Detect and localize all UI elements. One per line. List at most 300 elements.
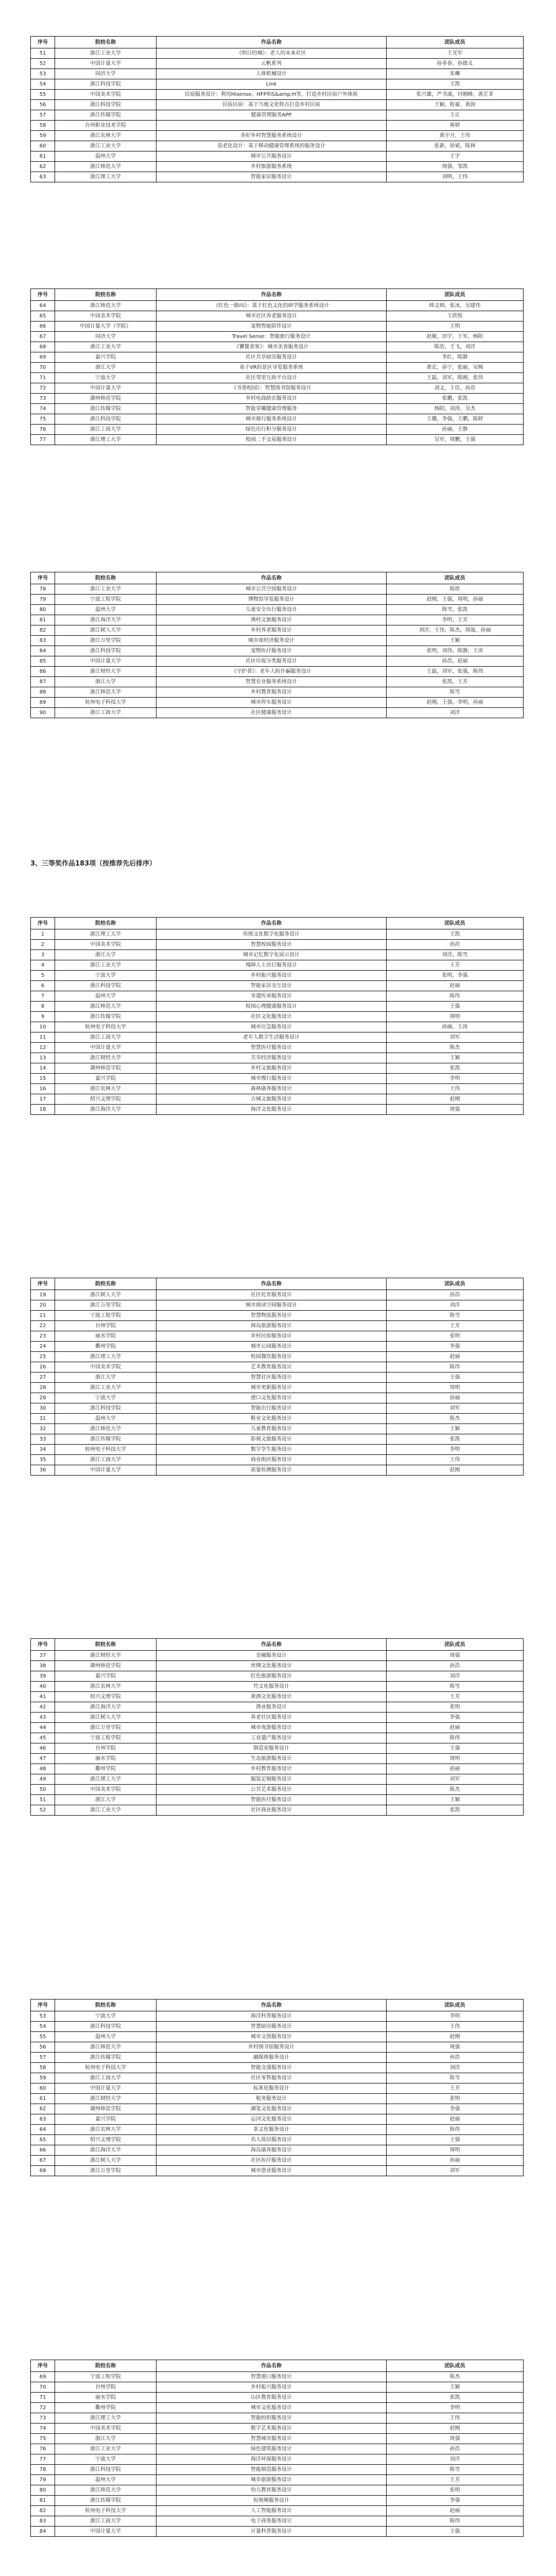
table-cell: 62 [31, 162, 55, 172]
table-cell: 38 [31, 1661, 55, 1671]
table-cell: 77 [31, 2454, 55, 2465]
table-cell: 51 [31, 48, 55, 59]
table-cell: 《红色一路向》：基于红色文化的研学服务系统设计 [157, 301, 387, 311]
table-cell: 浙江财经大学 [55, 1651, 157, 1661]
table-cell: 刘洋，王伟，陈杰，周强，孙丽 [387, 625, 524, 636]
table-cell: 11 [31, 1032, 55, 1043]
column-header: 团队成员 [387, 1999, 524, 2011]
table-cell: 智能纺织服务设计 [157, 2413, 387, 2424]
table-row [31, 332, 524, 342]
table-cell: 39 [31, 1671, 55, 1682]
table-cell: 孙浩 [387, 1661, 524, 1671]
table-cell: 王芳 [387, 960, 524, 971]
table-row [31, 1671, 524, 1682]
table-row [31, 2506, 524, 2516]
table-cell: 82 [31, 625, 55, 636]
table-cell: 《守护者》：老年人防诈骗服务设计 [157, 667, 387, 677]
table-cell: 浙江工业大学 [55, 1383, 157, 1393]
table-row [31, 2434, 524, 2444]
column-header: 序号 [31, 1639, 55, 1651]
table-cell: 王磊，刘军，陈刚，张伟 [387, 373, 524, 383]
table-cell: 港口文化服务设计 [157, 1393, 387, 1403]
table-cell: 浙江传媒学院 [55, 2496, 157, 2506]
table-cell: 陈伟 [387, 1733, 524, 1743]
table-cell: 嘉兴学院 [55, 1671, 157, 1682]
table-cell: 智慧物流服务设计 [157, 1311, 387, 1321]
column-header: 院校名称 [55, 1999, 157, 2011]
column-header: 作品名称 [157, 289, 387, 301]
table-cell: 宁波大学 [55, 1393, 157, 1403]
table-cell: 浙江科技学院 [55, 79, 157, 90]
table-header-row [31, 1999, 524, 2011]
table-cell: 5 [31, 971, 55, 981]
table-cell: 中国计量大学 [55, 656, 157, 667]
table-row [31, 2063, 524, 2073]
table-cell: 浙江大学 [55, 950, 157, 960]
awards-table [30, 1999, 524, 2176]
table-cell: 《书香校园》：智慧图书馆服务设计 [157, 383, 387, 394]
table-cell: 68 [31, 2166, 55, 2176]
table-cell: 31 [31, 1414, 55, 1424]
table-cell: 服装定制服务设计 [157, 1774, 387, 1785]
column-header: 团队成员 [387, 1639, 524, 1651]
table-header-row [31, 37, 524, 48]
table-cell: 非遗传承服务设计 [157, 991, 387, 1002]
table-cell: 孙奉春，孙德义 [387, 59, 524, 69]
table-cell: 王明 [387, 321, 524, 332]
table-cell: 《饕餮食客》：城市美食服务设计 [157, 342, 387, 352]
table-cell: 浙江工业大学 [55, 584, 157, 595]
table-cell: 40 [31, 1682, 55, 1692]
table-row [31, 2475, 524, 2485]
table-cell: 浙江工业大学 [55, 1805, 157, 1816]
table-cell: 丽水学院 [55, 1331, 157, 1342]
table-cell: 影视文旅服务设计 [157, 1434, 387, 1445]
table-row [31, 1331, 524, 1342]
table-cell: 李明 [387, 2011, 524, 2022]
table-cell: 50 [31, 1785, 55, 1795]
column-header: 作品名称 [157, 1278, 387, 1290]
table-cell: 36 [31, 1465, 55, 1476]
table-row [31, 48, 524, 59]
table-cell: 丽水学院 [55, 2393, 157, 2403]
table-cell: 62 [31, 2104, 55, 2114]
table-cell: 浙江师范大学 [55, 2485, 157, 2496]
table-cell: 王凯 [387, 929, 524, 940]
awards-table [30, 1638, 524, 1816]
table-cell: 88 [31, 687, 55, 698]
table-cell: 健康管理服务APP [157, 110, 387, 121]
table-cell: 基于VR的景区导览服务系统 [157, 363, 387, 373]
table-cell: 中国计量大学 [55, 59, 157, 69]
table-cell: 智慧农业服务系统设计 [157, 677, 387, 687]
table-cell: 校园心理健康服务设计 [157, 1002, 387, 1012]
table-cell: 64 [31, 2125, 55, 2135]
table-cell: 中国计量大学 [55, 2527, 157, 2537]
table-cell: 浙江科技学院 [55, 2465, 157, 2475]
table-cell: 81 [31, 2496, 55, 2506]
table-cell: 赵刚 [387, 2032, 524, 2042]
table-cell: 陈伟 [387, 991, 524, 1002]
table-cell: 张凯 [387, 2393, 524, 2403]
table-row [31, 2382, 524, 2393]
table-cell: 校园餐饮服务设计 [157, 1352, 387, 1362]
table-cell: 35 [31, 1455, 55, 1465]
table-row [31, 615, 524, 625]
table-cell: 52 [31, 59, 55, 69]
table-cell: 周强 [387, 2042, 524, 2053]
table-cell: 刘洋 [387, 1300, 524, 1311]
table-row [31, 404, 524, 414]
table-cell: 中国美术学院 [55, 2424, 157, 2434]
table-cell: 浙江理工大学 [55, 1774, 157, 1785]
table-cell: 80 [31, 605, 55, 615]
table-cell: 刘军 [387, 2166, 524, 2176]
table-cell: 嘉兴学院 [55, 352, 157, 363]
table-cell: 浙江工业大学 [55, 342, 157, 352]
table-cell: 张新，徐斌，陈林 [387, 141, 524, 151]
table-cell: 渔村文旅服务设计 [157, 615, 387, 625]
table-cell: 10 [31, 1022, 55, 1032]
table-cell: 标准化服务设计 [157, 2083, 387, 2094]
table-cell: 浙江树人大学 [55, 1290, 157, 1300]
table-row [31, 2083, 524, 2094]
table-row [31, 960, 524, 971]
table-cell: 中国美术学院 [55, 940, 157, 950]
table-cell: 中国计量大学 [55, 2083, 157, 2094]
table-row [31, 940, 524, 950]
table-cell: 赵丽 [387, 981, 524, 991]
column-header: 作品名称 [157, 918, 387, 929]
table-cell: 张明 [387, 2094, 524, 2104]
table-cell: 王伟 [387, 1084, 524, 1094]
column-header: 序号 [31, 2360, 55, 2372]
table-cell: 浙江工商大学 [55, 2073, 157, 2083]
table-cell: 66 [31, 321, 55, 332]
table-cell: 张明，李强 [387, 971, 524, 981]
table-cell: 浙江农林大学 [55, 131, 157, 141]
table-cell: 24 [31, 1342, 55, 1352]
table-cell: 蒋妍 [387, 121, 524, 131]
table-cell: 63 [31, 172, 55, 182]
table-cell: 浙江传媒学院 [55, 2053, 157, 2063]
table-cell: 森林康养服务设计 [157, 1084, 387, 1094]
table-cell: 残障人士出行服务设计 [157, 960, 387, 971]
table-cell: 3 [31, 950, 55, 960]
table-cell: 张明，刘伟，陈静，王涛 [387, 646, 524, 656]
table-cell: 69 [31, 2372, 55, 2382]
table-row [31, 1053, 524, 1063]
table-row [31, 2114, 524, 2125]
table-row [31, 2094, 524, 2104]
table-row [31, 2444, 524, 2454]
table-cell: 韩文帅，张冰，吴建伟 [387, 301, 524, 311]
table-cell: 台州职业技术学院 [55, 121, 157, 131]
table-cell: 王颖 [387, 636, 524, 646]
table-row [31, 2413, 524, 2424]
table-cell: 王强 [387, 1002, 524, 1012]
table-cell: 82 [31, 2506, 55, 2516]
table-cell: 74 [31, 2424, 55, 2434]
table-cell: 周强，邹凯 [387, 162, 524, 172]
table-cell: 43 [31, 1713, 55, 1723]
table-cell: 中国美术学院 [55, 311, 157, 321]
table-cell: 茶文化服务设计 [157, 2125, 387, 2135]
table-cell: 城市骑行服务系统设计 [157, 414, 387, 425]
table-cell: 名人故居服务设计 [157, 2135, 387, 2145]
table-cell: 王芳 [387, 1321, 524, 1331]
table-cell: 赵刚，王强，李明，孙丽 [387, 698, 524, 708]
table-row [31, 981, 524, 991]
table-cell: 乡村振兴服务设计 [157, 971, 387, 981]
table-cell: 浙江理工大学 [55, 2413, 157, 2424]
table-cell: 绍兴文理学院 [55, 1692, 157, 1702]
table-cell: 8 [31, 1002, 55, 1012]
table-cell: 陈伟 [387, 2125, 524, 2135]
table-cell: 孙浩 [387, 940, 524, 950]
table-cell: 儿童教育服务设计 [157, 1424, 387, 1434]
table-cell: 29 [31, 1393, 55, 1403]
table-cell: 18 [31, 1105, 55, 1115]
table-row [31, 131, 524, 141]
table-cell: 46 [31, 1743, 55, 1754]
table-cell: 温州大学 [55, 991, 157, 1002]
table-row [31, 1022, 524, 1032]
table-cell: 63 [31, 2114, 55, 2125]
table-cell: 56 [31, 2042, 55, 2053]
table-cell: 周明 [387, 1383, 524, 1393]
table-cell: 衢州学院 [55, 1764, 157, 1774]
column-header: 院校名称 [55, 37, 157, 48]
table-cell: 智慧医疗服务设计 [157, 1043, 387, 1053]
table-row [31, 2135, 524, 2145]
table-cell: 王强 [387, 2527, 524, 2537]
table-cell: 90 [31, 708, 55, 718]
table-cell: 运河文化服务设计 [157, 2114, 387, 2125]
table-row [31, 172, 524, 182]
table-cell: 海洋环保服务设计 [157, 2454, 387, 2465]
table-cell: 山区教育服务设计 [157, 2393, 387, 2403]
table-cell: 浙江理工大学 [55, 1352, 157, 1362]
table-cell: 城市创业服务设计 [157, 2166, 387, 2176]
table-cell: 87 [31, 677, 55, 687]
table-cell: 72 [31, 2403, 55, 2413]
table-cell: 人工智能服务设计 [157, 2506, 387, 2516]
table-cell: 王宇 [387, 151, 524, 162]
table-cell: 陈杰 [387, 2372, 524, 2382]
table-row [31, 2032, 524, 2042]
table-cell: 李强 [387, 2496, 524, 2506]
table-row [31, 1424, 524, 1434]
table-cell: 陈雪 [387, 2465, 524, 2475]
table-row [31, 425, 524, 435]
table-cell: 浙江科技学院 [55, 2022, 157, 2032]
table-header-row [31, 1639, 524, 1651]
table-cell: 浙江科技学院 [55, 100, 157, 110]
table-cell: 王光军 [387, 48, 524, 59]
table-row [31, 1795, 524, 1805]
table-cell: 王凯 [387, 79, 524, 90]
table-cell: 城市更新服务设计 [157, 1383, 387, 1393]
table-cell: 嘉兴学院 [55, 2114, 157, 2125]
table-cell: 渔业服务设计 [157, 1702, 387, 1713]
table-cell: 陈雪，张凯 [387, 605, 524, 615]
table-cell: 17 [31, 1094, 55, 1105]
table-cell: 智能穿戴健康管理服务 [157, 404, 387, 414]
table-cell: 75 [31, 2434, 55, 2444]
table-cell: 周强 [387, 1651, 524, 1661]
table-row [31, 950, 524, 960]
table-cell: 54 [31, 79, 55, 90]
table-cell: 王伟 [387, 2022, 524, 2032]
table-cell: 杭州电子科技大学 [55, 1445, 157, 1455]
table-cell: 刘洋 [387, 708, 524, 718]
table-row [31, 2465, 524, 2475]
table-cell: 中国计量大学 [55, 1043, 157, 1053]
table-cell: 浙江传媒学院 [55, 1012, 157, 1022]
table-row [31, 1445, 524, 1455]
table-cell: 鞋业文化服务设计 [157, 1414, 387, 1424]
table-cell: 绿色出行积分服务设计 [157, 425, 387, 435]
table-cell: 28 [31, 1383, 55, 1393]
table-cell: 城市旅游服务设计 [157, 2475, 387, 2485]
table-cell: 智慧社区服务设计 [157, 1372, 387, 1383]
table-cell: 浙江理工大学 [55, 929, 157, 940]
table-cell: 浙江科技学院 [55, 646, 157, 656]
table-cell: 宠物医疗服务设计 [157, 646, 387, 656]
table-cell: 浙江树人大学 [55, 1713, 157, 1723]
table-cell: 83 [31, 2516, 55, 2527]
table-cell: 浙江大学 [55, 363, 157, 373]
column-header: 院校名称 [55, 1639, 157, 1651]
table-cell: 浙江大学 [55, 1795, 157, 1805]
table-cell: 适老化设计：基于移动健康管理系统的服务设计 [157, 141, 387, 151]
table-cell: 2 [31, 940, 55, 950]
table-cell: 城市公园服务设计 [157, 1342, 387, 1352]
table-cell: 刘明，王伟 [387, 172, 524, 182]
table-cell: 陈雪 [387, 1311, 524, 1321]
table-cell: 浙江大学 [55, 2434, 157, 2444]
table-cell: 社区垃圾分类服务设计 [157, 656, 387, 667]
table-cell: 孙丽，王涛 [387, 1022, 524, 1032]
table-cell: 73 [31, 2413, 55, 2424]
table-cell: 浙江科技学院 [55, 1403, 157, 1414]
table-cell: 浙江大学 [55, 677, 157, 687]
table-row [31, 2042, 524, 2053]
column-header: 院校名称 [55, 572, 157, 584]
table-row [31, 1094, 524, 1105]
table-row [31, 991, 524, 1002]
table-cell: 温州大学 [55, 2032, 157, 2042]
table-cell: 质量检测服务设计 [157, 1465, 387, 1476]
table-cell: 68 [31, 342, 55, 352]
table-cell: 25 [31, 1352, 55, 1362]
table-cell: 台州学院 [55, 2382, 157, 2393]
table-row [31, 1393, 524, 1403]
table-cell: 浙江万里学院 [55, 636, 157, 646]
table-cell: 黄宏，孙宁，张丽，吴梅 [387, 363, 524, 373]
table-row [31, 2393, 524, 2403]
table-cell: 公共艺术服务设计 [157, 1785, 387, 1795]
table-cell: 陈伟 [387, 1362, 524, 1372]
table-cell: 绿色建筑服务设计 [157, 2444, 387, 2454]
table-cell: 张兴雄，严书浦，付刚峰，黄芷菲 [387, 90, 524, 100]
table-row [31, 90, 524, 100]
table-cell: 76 [31, 2444, 55, 2454]
table-cell: 浙江传媒学院 [55, 110, 157, 121]
table-cell: 民宿服务设计：利用Hisense、HFP和S&amp;H等，打造乡村民宿户外体验 [157, 90, 387, 100]
table-cell: 陈浩，王飞，刘洋 [387, 342, 524, 352]
table-cell: 王伟 [387, 2413, 524, 2424]
table-cell: 商业街区服务设计 [157, 1455, 387, 1465]
table-cell: 67 [31, 332, 55, 342]
table-cell: 49 [31, 1774, 55, 1785]
table-row [31, 2496, 524, 2506]
table-row [31, 2125, 524, 2135]
table-cell: 传统文化数字化服务设计 [157, 929, 387, 940]
column-header: 序号 [31, 289, 55, 301]
table-row [31, 605, 524, 615]
table-cell: 王芳 [387, 1692, 524, 1702]
table-cell: 69 [31, 352, 55, 363]
table-cell: 赵刚 [387, 1465, 524, 1476]
table-cell: 59 [31, 2073, 55, 2083]
table-cell: 丽水学院 [55, 1754, 157, 1764]
table-cell: 42 [31, 1702, 55, 1713]
table-cell: 税务服务设计 [157, 2094, 387, 2104]
table-cell: 浙江万里学院 [55, 2166, 157, 2176]
table-cell: 79 [31, 595, 55, 605]
table-cell: 53 [31, 69, 55, 79]
table-row [31, 1723, 524, 1733]
table-row [31, 1311, 524, 1321]
table-cell: 48 [31, 1764, 55, 1774]
table-cell: 李明 [387, 1074, 524, 1084]
table-header-row [31, 1278, 524, 1290]
table-cell: 陈杰 [387, 1414, 524, 1424]
column-header: 序号 [31, 572, 55, 584]
table-cell: 智能交通服务设计 [157, 2063, 387, 2073]
table-cell: 陈雪 [387, 1682, 524, 1692]
table-cell: 黄酒文化服务设计 [157, 1692, 387, 1702]
table-cell: 张明 [387, 2485, 524, 2496]
table-cell: 共享经济服务设计 [157, 1053, 387, 1063]
table-row [31, 2053, 524, 2063]
table-header-row [31, 289, 524, 301]
table-cell: 同济大学 [55, 332, 157, 342]
table-cell: 浙江海洋大学 [55, 1702, 157, 1713]
table-row [31, 1383, 524, 1393]
table-row [31, 79, 524, 90]
table-cell: 1 [31, 929, 55, 940]
table-cell: 智能家居服务设计 [157, 172, 387, 182]
table-cell: 79 [31, 2475, 55, 2485]
table-cell: 刘洋 [387, 2063, 524, 2073]
table-cell: 城市文创服务设计 [157, 2032, 387, 2042]
table-row [31, 1713, 524, 1723]
table-cell: 社区托育服务设计 [157, 1290, 387, 1300]
table-cell: 湖州师范学院 [55, 394, 157, 404]
column-header: 团队成员 [387, 572, 524, 584]
table-cell: 14 [31, 1063, 55, 1074]
table-cell: 浙江工业大学 [55, 141, 157, 151]
table-cell: 16 [31, 1084, 55, 1094]
table-cell: 30 [31, 1403, 55, 1414]
table-cell: 44 [31, 1723, 55, 1733]
table-row [31, 2372, 524, 2382]
table-cell: 海岛康养服务设计 [157, 2145, 387, 2156]
table-cell: 84 [31, 2527, 55, 2537]
